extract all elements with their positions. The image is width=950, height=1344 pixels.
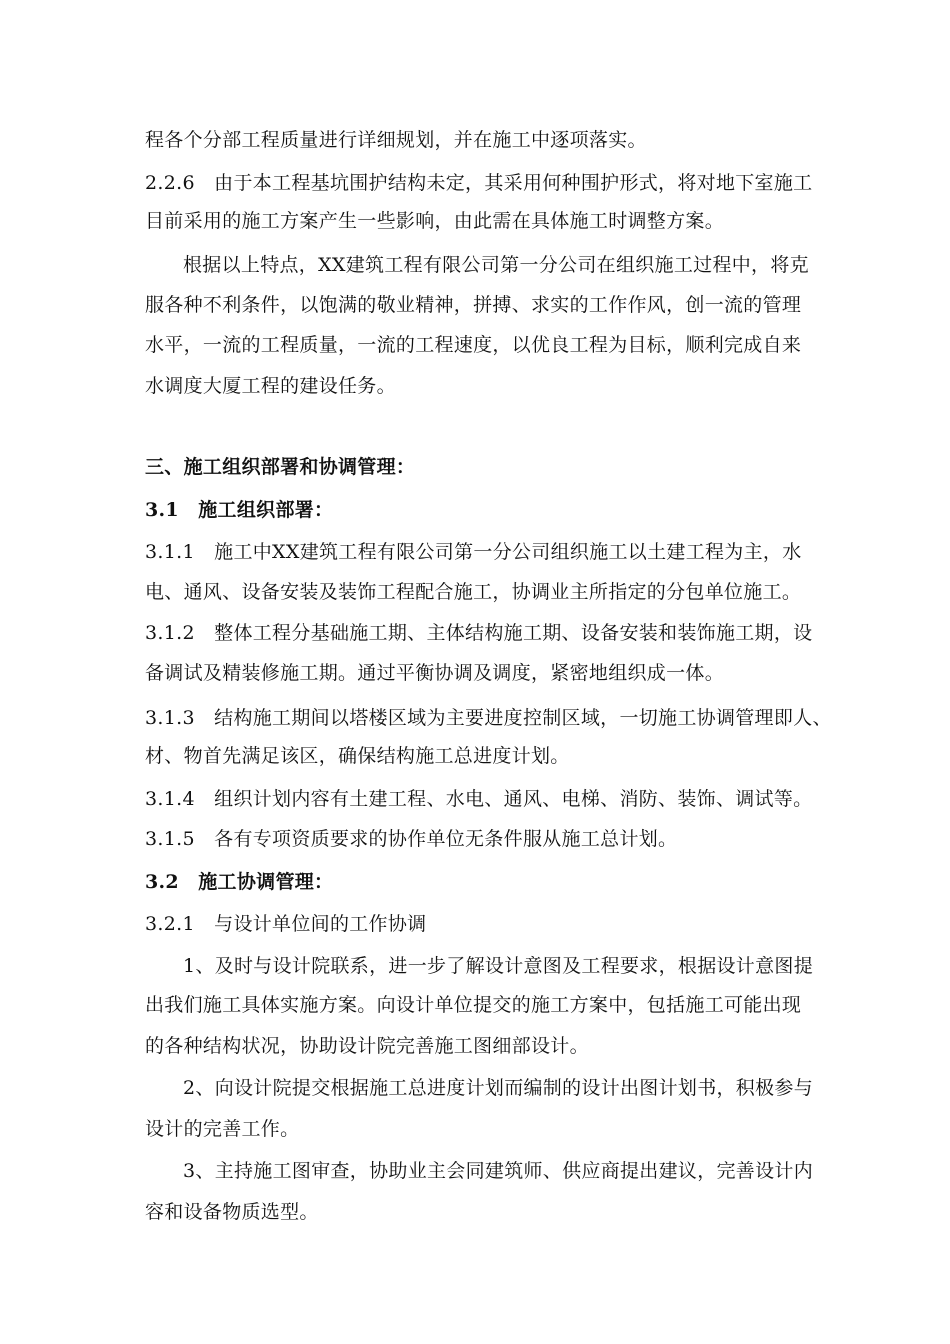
paragraph-line: 水平，一流的工程质量，一流的工程速度，以优良工程为目标，顺利完成自来 <box>145 334 802 356</box>
paragraph-line: 材、物首先满足该区，确保结构施工总进度计划。 <box>145 745 570 767</box>
paragraph-line: 1、及时与设计院联系，进一步了解设计意图及工程要求，根据设计意图提 <box>183 955 813 977</box>
paragraph-line: 3.1.5 各有专项资质要求的协作单位无条件服从施工总计划。 <box>145 828 678 850</box>
paragraph-line: 设计的完善工作。 <box>145 1118 300 1140</box>
paragraph-line: 服各种不利条件，以饱满的敬业精神，拼搏、求实的工作作风，创一流的管理 <box>145 294 802 316</box>
paragraph-line: 3.1.3 结构施工期间以塔楼区域为主要进度控制区域，一切施工协调管理即人、 <box>145 707 832 729</box>
subsection-heading: 3.2 施工协调管理： <box>145 871 334 893</box>
paragraph-line: 目前采用的施工方案产生一些影响，由此需在具体施工时调整方案。 <box>145 210 725 232</box>
paragraph-line: 3、主持施工图审查，协助业主会同建筑师、供应商提出建议，完善设计内 <box>183 1160 813 1182</box>
paragraph-line: 3.1.1 施工中XX建筑工程有限公司第一分公司组织施工以土建工程为主，水 <box>145 541 802 563</box>
paragraph-line: 3.1.4 组织计划内容有土建工程、水电、通风、电梯、消防、装饰、调试等。 <box>145 788 813 810</box>
paragraph-line: 的各种结构状况，协助设计院完善施工图细部设计。 <box>145 1035 589 1057</box>
paragraph-line: 3.1.2 整体工程分基础施工期、主体结构施工期、设备安装和装饰施工期，设 <box>145 622 813 644</box>
paragraph-line: 2、向设计院提交根据施工总进度计划而编制的设计出图计划书，积极参与 <box>183 1077 813 1099</box>
paragraph-line: 程各个分部工程质量进行详细规划，并在施工中逐项落实。 <box>145 129 647 151</box>
paragraph-line: 备调试及精装修施工期。通过平衡协调及调度，紧密地组织成一体。 <box>145 662 725 684</box>
paragraph-line: 水调度大厦工程的建设任务。 <box>145 375 396 397</box>
paragraph-line: 2.2.6 由于本工程基坑围护结构未定，其采用何种围护形式，将对地下室施工 <box>145 172 813 194</box>
paragraph-line: 容和设备物质选型。 <box>145 1201 319 1223</box>
paragraph-line: 出我们施工具体实施方案。向设计单位提交的施工方案中，包括施工可能出现 <box>145 994 802 1016</box>
paragraph-line: 3.2.1 与设计单位间的工作协调 <box>145 913 427 935</box>
section-heading: 三、施工组织部署和协调管理： <box>145 456 416 478</box>
paragraph-line: 电、通风、设备安装及装饰工程配合施工，协调业主所指定的分包单位施工。 <box>145 581 802 603</box>
subsection-heading: 3.1 施工组织部署： <box>145 499 334 521</box>
paragraph-line: 根据以上特点，XX建筑工程有限公司第一分公司在组织施工过程中，将克 <box>183 254 809 276</box>
